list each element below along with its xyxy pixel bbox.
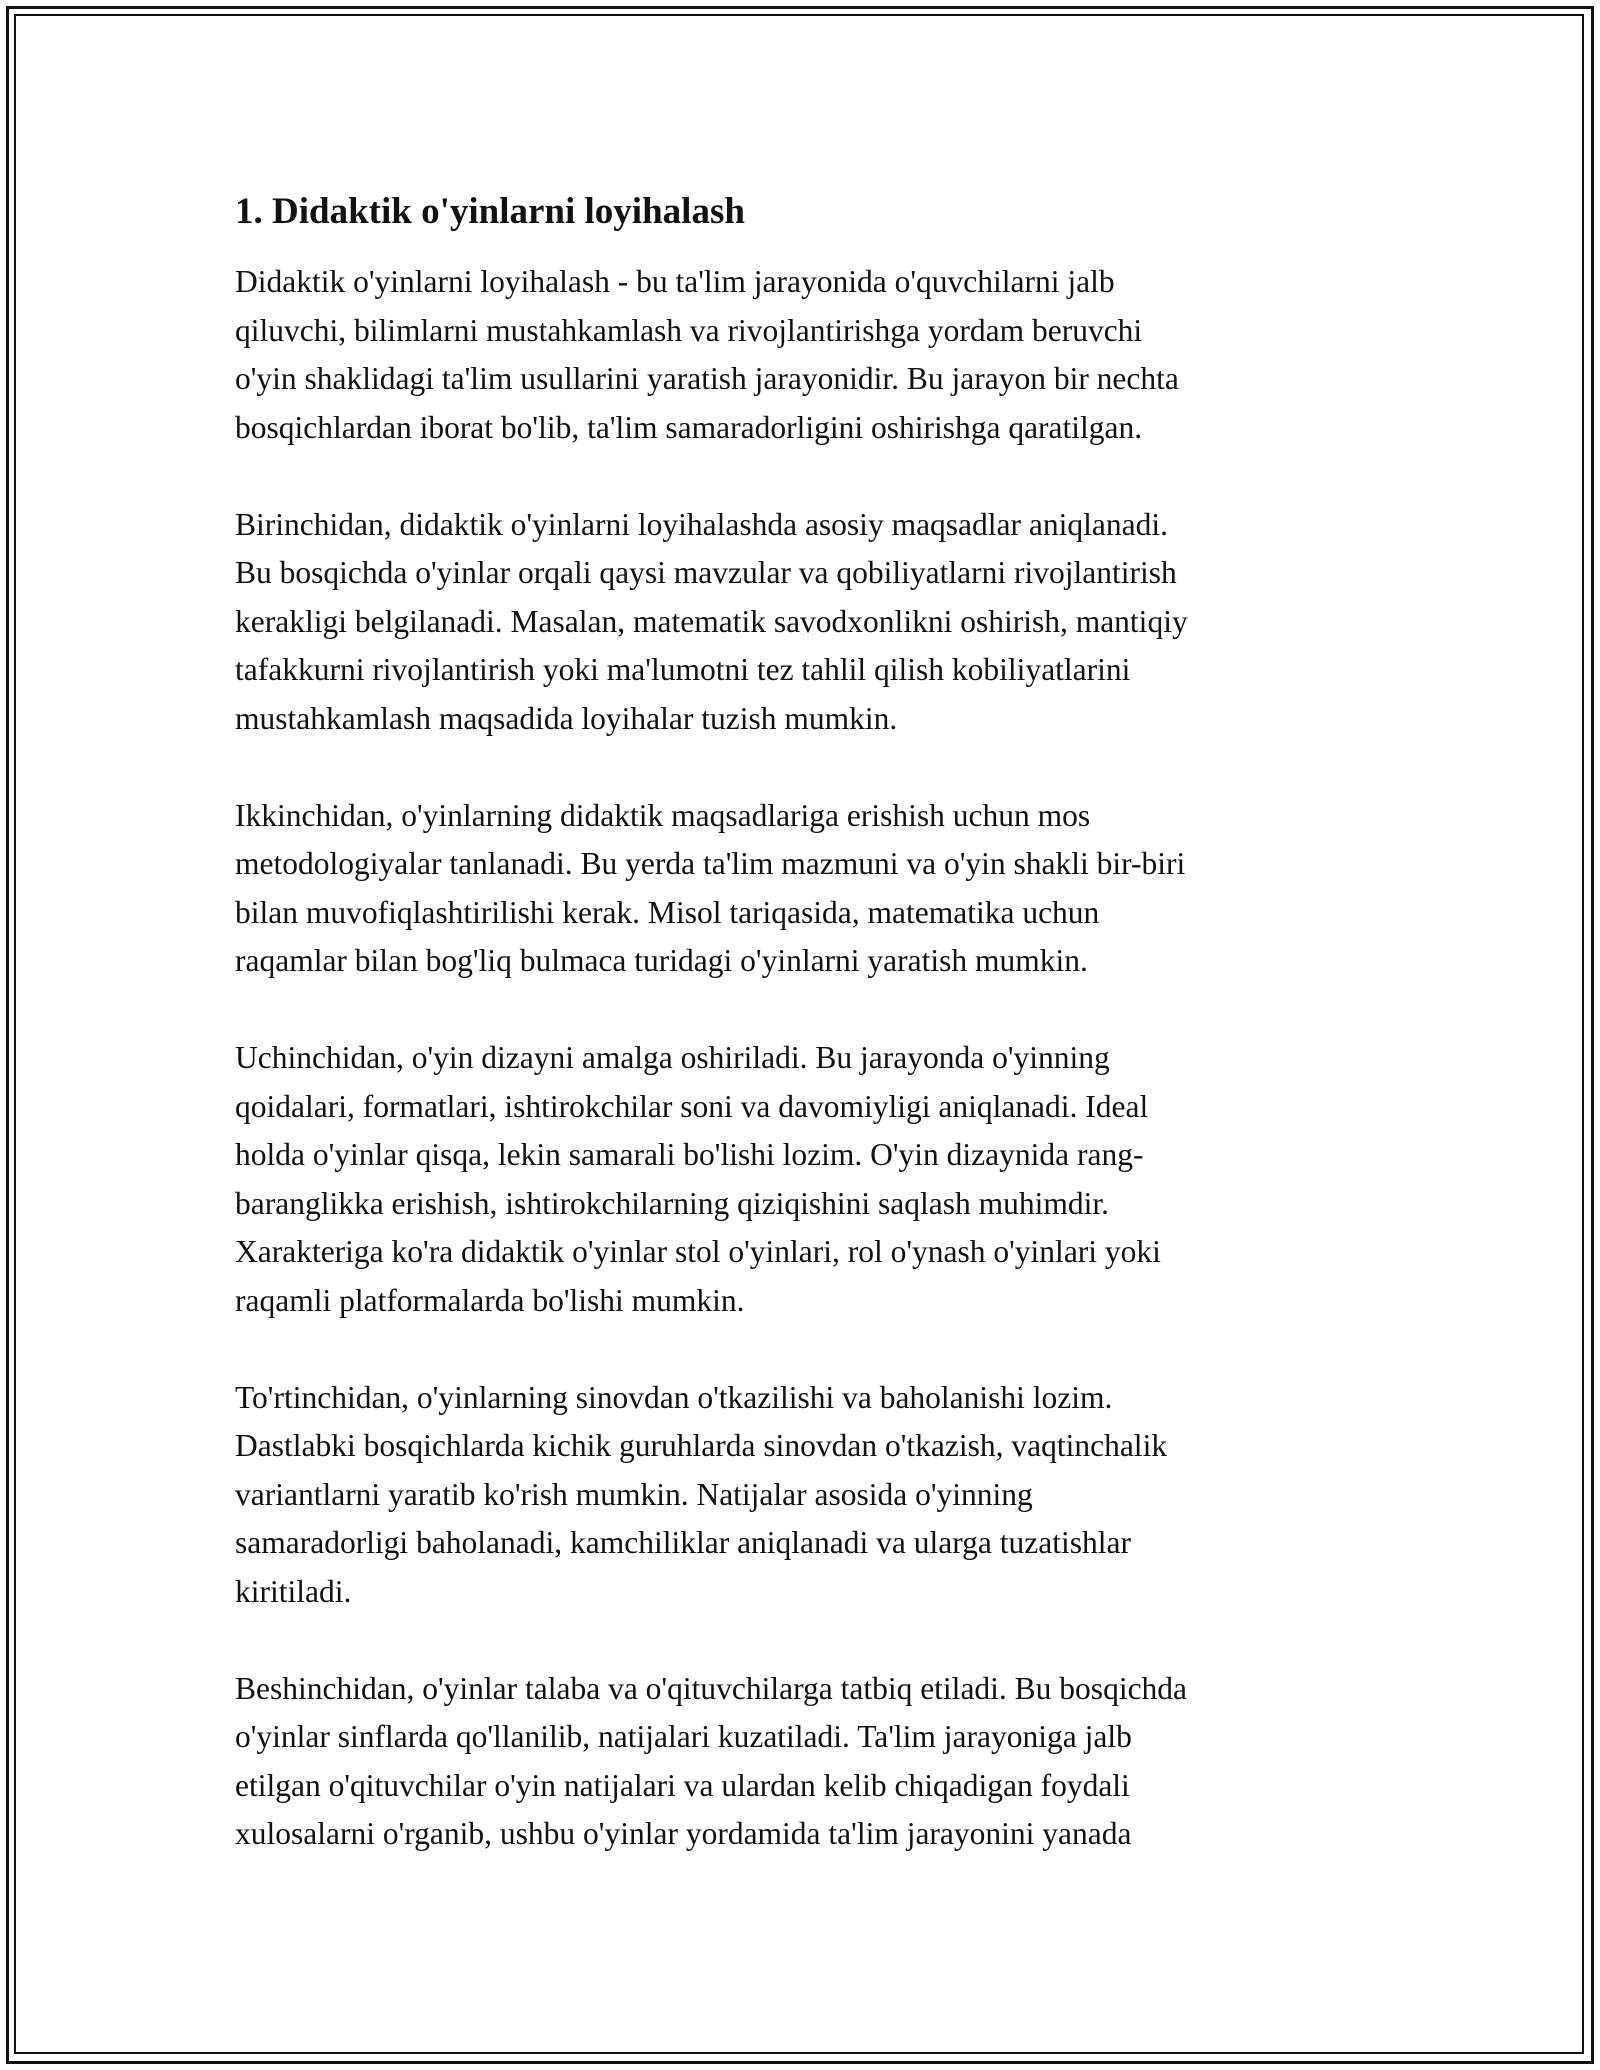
text-line: qoidalari, formatlari, ishtirokchilar soni va davomiyligi aniqlanadi. Ideal xyxy=(235,1088,1149,1124)
text-line: raqamlar bilan bog'liq bulmaca turidagi o'yinlarni yaratish mumkin. xyxy=(235,943,1088,978)
text-line: bilan muvofiqlashtirilishi kerak. Misol tariqasida, matematika uchun xyxy=(235,894,1100,930)
paragraph-first-step xyxy=(235,501,1355,744)
paragraph-third-step xyxy=(235,1034,1355,1325)
text-line: metodologiyalar tanlanadi. Bu yerda ta'lim mazmuni va o'yin shakli bir-biri xyxy=(235,846,1186,881)
paragraph-intro xyxy=(235,258,1355,452)
text-line: xulosalarni o'rganib, ushbu o'yinlar yordamida ta'lim jarayonini yanada xyxy=(235,1816,1132,1851)
text-line: o'yinlar sinflarda qo'llanilib, natijalari kuzatiladi. Ta'lim jarayoniga jalb xyxy=(235,1719,1132,1754)
text-line: Dastlabki bosqichlarda kichik guruhlarda sinovdan o'tkazish, vaqtinchalik xyxy=(235,1428,1168,1463)
text-line: To'rtinchidan, o'yinlarning sinovdan o'tkazilishi va baholanishi lozim. xyxy=(235,1379,1113,1415)
text-line: etilgan o'qituvchilar o'yin natijalari va ulardan kelib chiqadigan foydali xyxy=(235,1767,1130,1803)
text-line: tafakkurni rivojlantirish yoki ma'lumotni tez tahlil qilish kobiliyatlarini xyxy=(235,652,1131,687)
text-line: Birinchidan, didaktik o'yinlarni loyihalashda asosiy maqsadlar aniqlanadi. xyxy=(235,506,1168,542)
text-line: Beshinchidan, o'yinlar talaba va o'qituvchilarga tatbiq etiladi. Bu bosqichda xyxy=(235,1670,1188,1706)
text-line: Uchinchidan, o'yin dizayni amalga oshiriladi. Bu jarayonda o'yinning xyxy=(235,1040,1110,1075)
document-body xyxy=(235,188,1355,1907)
text-line: samaradorligi baholanadi, kamchiliklar aniqlanadi va ularga tuzatishlar xyxy=(235,1525,1131,1560)
paragraph-second-step xyxy=(235,792,1355,986)
text-line: raqamli platformalarda bo'lishi mumkin. xyxy=(235,1282,745,1318)
paragraph-fourth-step xyxy=(235,1374,1355,1617)
text-line: qiluvchi, bilimlarni mustahkamlash va rivojlantirishga yordam beruvchi xyxy=(235,312,1143,348)
text-line: holda o'yinlar qisqa, lekin samarali bo'lishi lozim. O'yin dizaynida rang- xyxy=(235,1137,1144,1172)
text-line: o'yin shaklidagi ta'lim usullarini yaratish jarayonidir. Bu jarayon bir nechta xyxy=(235,361,1179,396)
section-heading: 1. Didaktik o'yinlarni loyihalash xyxy=(235,191,745,232)
text-line: variantlarni yaratib ko'rish mumkin. Natijalar asosida o'yinning xyxy=(235,1476,1033,1512)
text-line: Bu bosqichda o'yinlar orqali qaysi mavzular va qobiliyatlarni rivojlantirish xyxy=(235,555,1177,590)
text-line: Didaktik o'yinlarni loyihalash - bu ta'lim jarayonida o'quvchilarni jalb xyxy=(235,264,1115,299)
text-line: bosqichlardan iborat bo'lib, ta'lim samaradorligini oshirishga qaratilgan. xyxy=(235,409,1143,445)
text-line: kerakligi belgilanadi. Masalan, matematik savodxonlikni oshirish, mantiqiy xyxy=(235,603,1188,639)
text-line: baranglikka erishish, ishtirokchilarning qiziqishini saqlash muhimdir. xyxy=(235,1185,1110,1221)
text-line: Ikkinchidan, o'yinlarning didaktik maqsadlariga erishish uchun mos xyxy=(235,797,1091,833)
text-line: mustahkamlash maqsadida loyihalar tuzish mumkin. xyxy=(235,700,898,736)
paragraph-fifth-step xyxy=(235,1665,1355,1859)
text-line: kiritiladi. xyxy=(235,1573,352,1609)
text-line: Xarakteriga ko'ra didaktik o'yinlar stol o'yinlari, rol o'ynash o'yinlari yoki xyxy=(235,1234,1161,1269)
